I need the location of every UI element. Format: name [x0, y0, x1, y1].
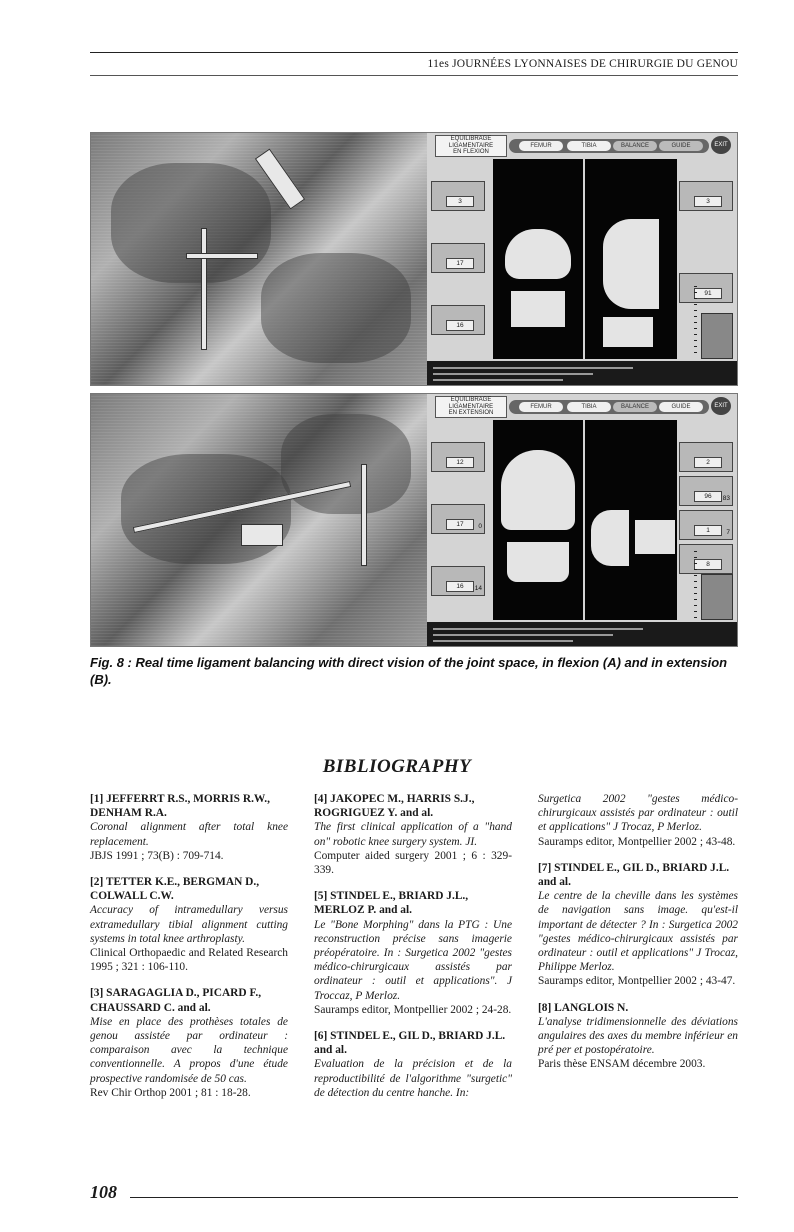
tab-femur: FEMUR [519, 402, 563, 412]
reference-authors: [6] STINDEL E., GIL D., BRIARD J.L. and al. [314, 1030, 506, 1057]
screen-message-bar [427, 361, 737, 385]
reference-item [90, 875, 288, 974]
reference-item [538, 861, 738, 989]
side-value-box: 3 [679, 181, 733, 211]
knee-thumbnail [701, 313, 733, 359]
reference-source: Clinical Orthopaedic and Related Research 1995 ; 321 : 106-110. [90, 947, 288, 974]
reference-title: Coronal alignment after total knee replacement. [90, 821, 288, 848]
side-value-box: 1 7 [679, 510, 733, 540]
reference-source: JBJS 1991 ; 73(B) : 709-714. [90, 849, 224, 862]
reference-title: L'analyse tridimensionnelle des déviations angulaires des axes du membre inférieur en pré per et postopératoire. [538, 1015, 738, 1057]
reference-authors: [3] SARAGAGLIA D., PICARD F., CHAUSSARD C. and al. [90, 987, 262, 1014]
tibia-sagittal [635, 520, 675, 554]
screen-title: EQUILIBRAGE LIGAMENTAIRE EN EXTENSION [435, 396, 507, 418]
fixation-rod [201, 228, 207, 350]
side-value-box: 96 83 [679, 476, 733, 506]
fixation-rod [186, 253, 258, 259]
reference-item [538, 1001, 738, 1072]
reference-authors: [7] STINDEL E., GIL D., BRIARD J.L. and al. [538, 861, 730, 889]
tab-femur: FEMUR [519, 141, 563, 151]
side-value-box: 17 0 [431, 504, 485, 534]
fixation-rod [361, 464, 367, 566]
screen-message-bar [427, 622, 737, 646]
navigation-screen-extension [427, 394, 737, 646]
drape-shadow [281, 414, 411, 514]
femur-sagittal [591, 510, 629, 566]
tab-balance: BALANCE [613, 141, 657, 151]
side-value-box: 16 14 [431, 566, 485, 596]
figure-panel-b [90, 393, 738, 647]
reference-title: Evaluation de la précision et de la reproductibilité de l'algorithme "surgetic" de détection du centre hanche. In: [314, 1058, 512, 1099]
reference-authors: [2] TETTER K.E., BERGMAN D., COLWALL C.W. [90, 876, 260, 903]
reference-title: Le centre de la cheville dans les systèmes de navigation sans image. qu'est-il important de détecter ? In : Surgetica 2002 "gestes médico-chirurgicaux assistés par ordinateur : outil et applications" J Trocaz, Philippe Merloz. [538, 890, 738, 974]
footer-rule [130, 1197, 738, 1198]
surgical-photo-extension [91, 394, 427, 646]
reference-item [314, 1029, 512, 1100]
femur-tibia-sagittal-view [585, 159, 677, 359]
reference-title: The first clinical application of a "hand on" robotic knee surgery system. JI. [314, 821, 512, 848]
depth-ruler [694, 283, 697, 353]
reference-title: Accuracy of intramedullary versus extramedullary tibial alignment cutting systems in total knee arthroplasty. [90, 904, 288, 945]
figure-caption: Fig. 8 : Real time ligament balancing with direct vision of the joint space, in flexion (A) and in extension (B). [90, 655, 728, 687]
side-value-box: 17 [431, 243, 485, 273]
page-number: 108 [90, 1182, 117, 1202]
reference-source: Sauramps editor, Montpellier 2002 ; 43-47. [538, 975, 736, 988]
side-value-box: 2 [679, 442, 733, 472]
reference-source: Rev Chir Orthop 2001 ; 81 : 18-28. [90, 1086, 251, 1099]
reference-title-continued: Surgetica 2002 "gestes médico-chirurgicaux assistés par ordinateur : outil et applications" J Trocaz, P Merloz. [538, 793, 738, 834]
side-value-box: 12 [431, 442, 485, 472]
bibliography-column-1 [90, 792, 288, 1112]
tibia-plateau [511, 291, 565, 327]
tab-tibia: TIBIA [567, 402, 611, 412]
femur-sagittal [603, 219, 659, 309]
exit-button: EXIT [711, 136, 731, 154]
drape-shadow [121, 454, 291, 564]
reference-authors: [1] JEFFERRT R.S., MORRIS R.W., DENHAM R.A. [90, 793, 270, 820]
femur-condyle [505, 229, 571, 279]
navigation-screen-flexion [427, 133, 737, 385]
screen-title: EQUILIBRAGE LIGAMENTAIRE EN FLEXION [435, 135, 507, 157]
reference-authors: [5] STINDEL E., BRIARD J.L., MERLOZ P. and al. [314, 890, 469, 917]
exit-button: EXIT [711, 397, 731, 415]
tensor-device [241, 524, 283, 546]
reference-source: Sauramps editor, Montpellier 2002 ; 43-48. [538, 835, 736, 848]
femur-tibia-sagittal-view [585, 420, 677, 620]
drape-shadow [261, 253, 411, 363]
bibliography-heading: BIBLIOGRAPHY [322, 756, 472, 777]
reference-source: Paris thèse ENSAM décembre 2003. [538, 1058, 706, 1071]
side-value-box: 8 [679, 544, 733, 574]
reference-source: Computer aided surgery 2001 ; 6 : 329-339. [314, 849, 512, 877]
reference-source: Sauramps editor, Montpellier 2002 ; 24-28. [314, 1003, 512, 1016]
reference-continuation [538, 792, 738, 849]
running-head: 11es JOURNÉES LYONNAISES DE CHIRURGIE DU GENOU [427, 58, 738, 70]
reference-title: Le "Bone Morphing" dans la PTG : Une reconstruction précise sans imagerie préopératoire. In : Surgetica 2002 "gestes médico-chirurgicaux assistés par ordinateur : outil et applications". J Troccaz, P Merloz. [314, 918, 512, 1002]
tibia-sagittal [603, 317, 653, 347]
header-rule-bottom [90, 75, 738, 76]
screen-tab-bar [509, 400, 709, 414]
reference-item [314, 889, 512, 1017]
side-value-box: 16 [431, 305, 485, 335]
reference-item [314, 792, 512, 877]
reference-title: Mise en place des prothèses totales de genou assistée par ordinateur : comparaison avec la technique conventionnelle. A propos d'une étude prospective randomisée de 50 cas. [90, 1015, 288, 1085]
header-rule [90, 52, 738, 53]
tibia-plateau [507, 542, 569, 582]
tab-balance: BALANCE [613, 402, 657, 412]
screen-tab-bar [509, 139, 709, 153]
bibliography-column-2 [314, 792, 512, 1112]
bibliography-column-3 [538, 792, 738, 1084]
femur-tibia-frontal-view [493, 159, 583, 359]
reference-authors: [4] JAKOPEC M., HARRIS S.J., ROGRIGUEZ Y. and al. [314, 793, 475, 820]
femur-condyle [501, 450, 575, 530]
side-value-box: 3 [431, 181, 485, 211]
reference-authors: [8] LANGLOIS N. [538, 1001, 629, 1014]
tab-guide: GUIDE [659, 141, 703, 151]
reference-item [90, 792, 288, 863]
reference-item [90, 986, 288, 1100]
drape-shadow [111, 163, 271, 283]
knee-thumbnail [701, 574, 733, 620]
side-value-box: 91 [679, 273, 733, 303]
tab-guide: GUIDE [659, 402, 703, 412]
tab-tibia: TIBIA [567, 141, 611, 151]
femur-tibia-frontal-view [493, 420, 583, 620]
surgical-photo-flexion [91, 133, 427, 385]
depth-ruler [694, 548, 697, 618]
figure-panel-a [90, 132, 738, 386]
